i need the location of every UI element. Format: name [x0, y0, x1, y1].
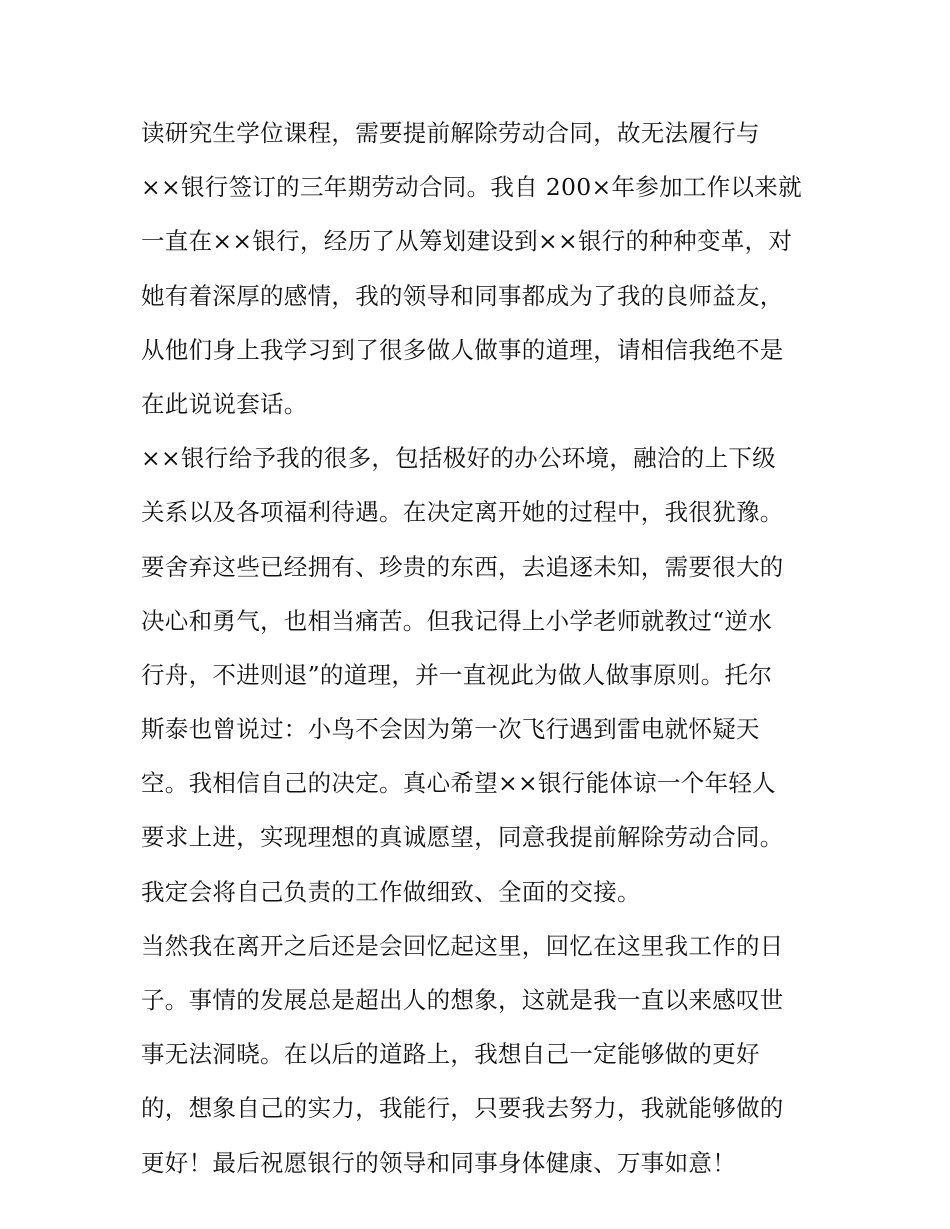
text-line: ××银行给予我的很多，包括极好的办公环境，融洽的上下级	[141, 444, 776, 473]
text-line: 子。事情的发展总是超出人的想象，这就是我一直以来感叹世	[141, 986, 784, 1014]
document-body	[141, 106, 841, 1190]
text-line: ××银行签订的三年期劳动合同。我自 200×年参加工作以来就	[141, 173, 802, 202]
text-line: 空。我相信自己的决定。真心希望××银行能体谅一个年轻人	[141, 769, 776, 798]
text-line: 她有着深厚的感情，我的领导和同事都成为了我的良师益友，	[141, 281, 784, 310]
text-line: 从他们身上我学习到了很多做人做事的道理，请相信我绝不是	[141, 335, 784, 364]
text-line: 在此说说套话。	[141, 389, 308, 418]
text-line: 行舟，不进则退”的道理，并一直视此为做人做事原则。托尔	[141, 660, 773, 689]
text-line: 斯泰也曾说过：小鸟不会因为第一次飞行遇到雷电就怀疑天	[141, 715, 760, 744]
text-line: 要舍弃这些已经拥有、珍贵的东西，去追逐未知，需要很大的	[141, 552, 784, 581]
text-line: 要求上进，实现理想的真诚愿望，同意我提前解除劳动合同。	[141, 823, 784, 852]
text-line: 的，想象自己的实力，我能行，只要我去努力，我就能够做的	[141, 1094, 784, 1123]
text-line: 事无法洞晓。在以后的道路上，我想自己一定能够做的更好	[141, 1040, 760, 1069]
text-line: 读研究生学位课程，需要提前解除劳动合同，故无法履行与	[141, 119, 760, 147]
text-line: 关系以及各项福利待遇。在决定离开她的过程中，我很犹豫。	[141, 498, 784, 527]
text-line: 更好！最后祝愿银行的领导和同事身体健康、万事如意！	[141, 1148, 736, 1177]
text-line: 当然我在离开之后还是会回忆起这里，回忆在这里我工作的日	[141, 931, 784, 960]
text-line: 一直在××银行，经历了从筹划建设到××银行的种种变革，对	[141, 227, 793, 256]
text-line: 决心和勇气，也相当痛苦。但我记得上小学老师就教过“逆水	[141, 606, 773, 635]
text-line: 我定会将自己负责的工作做细致、全面的交接。	[141, 877, 641, 906]
